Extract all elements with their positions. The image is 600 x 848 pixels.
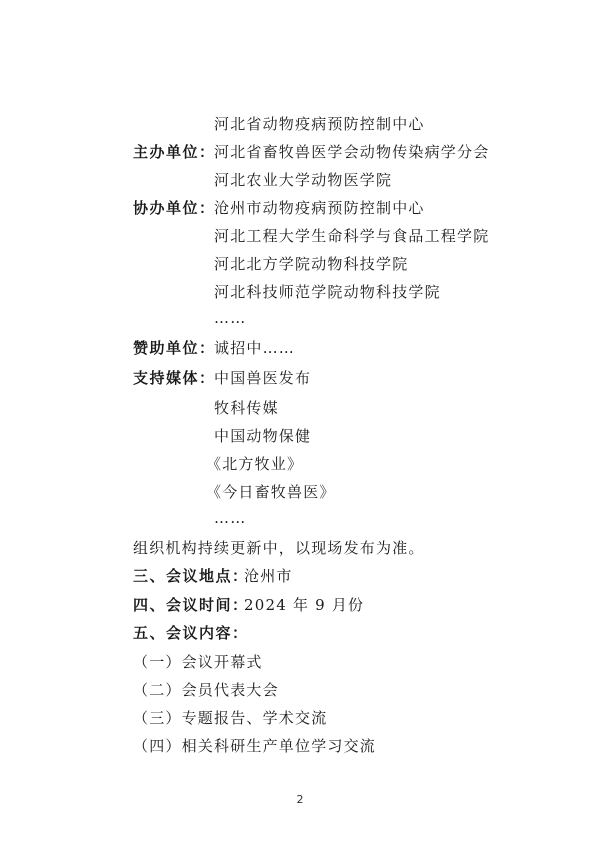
media-label: 支持媒体： (133, 369, 216, 387)
co-organizer-label: 协办单位： (133, 199, 216, 217)
media-item-3: 中国动物保健 (214, 427, 312, 445)
location-value: 沧州市 (244, 567, 293, 585)
sponsor-value: 诚招中…… (214, 339, 296, 357)
media-item-2: 牧科传媒 (214, 399, 279, 417)
media-ellipsis: …… (214, 509, 247, 527)
host-item-2: 河北农业大学动物医学院 (214, 171, 393, 189)
media-item-1: 中国兽医发布 (214, 369, 312, 387)
co-organizer-item-4: 河北科技师范学院动物科技学院 (214, 283, 441, 301)
page-number: 2 (296, 793, 304, 806)
note-text: 组织机构持续更新中，以现场发布为准。 (133, 539, 425, 557)
time-value: 2024 年 9 月份 (244, 596, 365, 614)
host-item-1: 河北省畜牧兽医学会动物传染病学分会 (214, 143, 490, 161)
co-organizer-ellipsis: …… (214, 309, 247, 327)
media-item-5: 《今日畜牧兽医》 (206, 483, 336, 501)
media-item-4: 《北方牧业》 (206, 455, 304, 473)
content-item-4: （四）相关科研生产单位学习交流 (133, 737, 377, 755)
time-label: 四、会议时间： (133, 596, 249, 614)
co-organizer-item-2: 河北工程大学生命科学与食品工程学院 (214, 227, 490, 245)
content-item-3: （三）专题报告、学术交流 (133, 709, 328, 727)
co-organizer-item-1: 沧州市动物疫病预防控制中心 (214, 199, 425, 217)
organizer-item: 河北省动物疫病预防控制中心 (214, 115, 425, 133)
location-label: 三、会议地点： (133, 567, 249, 585)
host-label: 主办单位： (133, 143, 216, 161)
content-item-1: （一）会议开幕式 (133, 653, 263, 671)
content-item-2: （二）会员代表大会 (133, 681, 279, 699)
content-label: 五、会议内容： (133, 624, 249, 642)
sponsor-label: 赞助单位： (133, 339, 216, 357)
co-organizer-item-3: 河北北方学院动物科技学院 (214, 255, 409, 273)
